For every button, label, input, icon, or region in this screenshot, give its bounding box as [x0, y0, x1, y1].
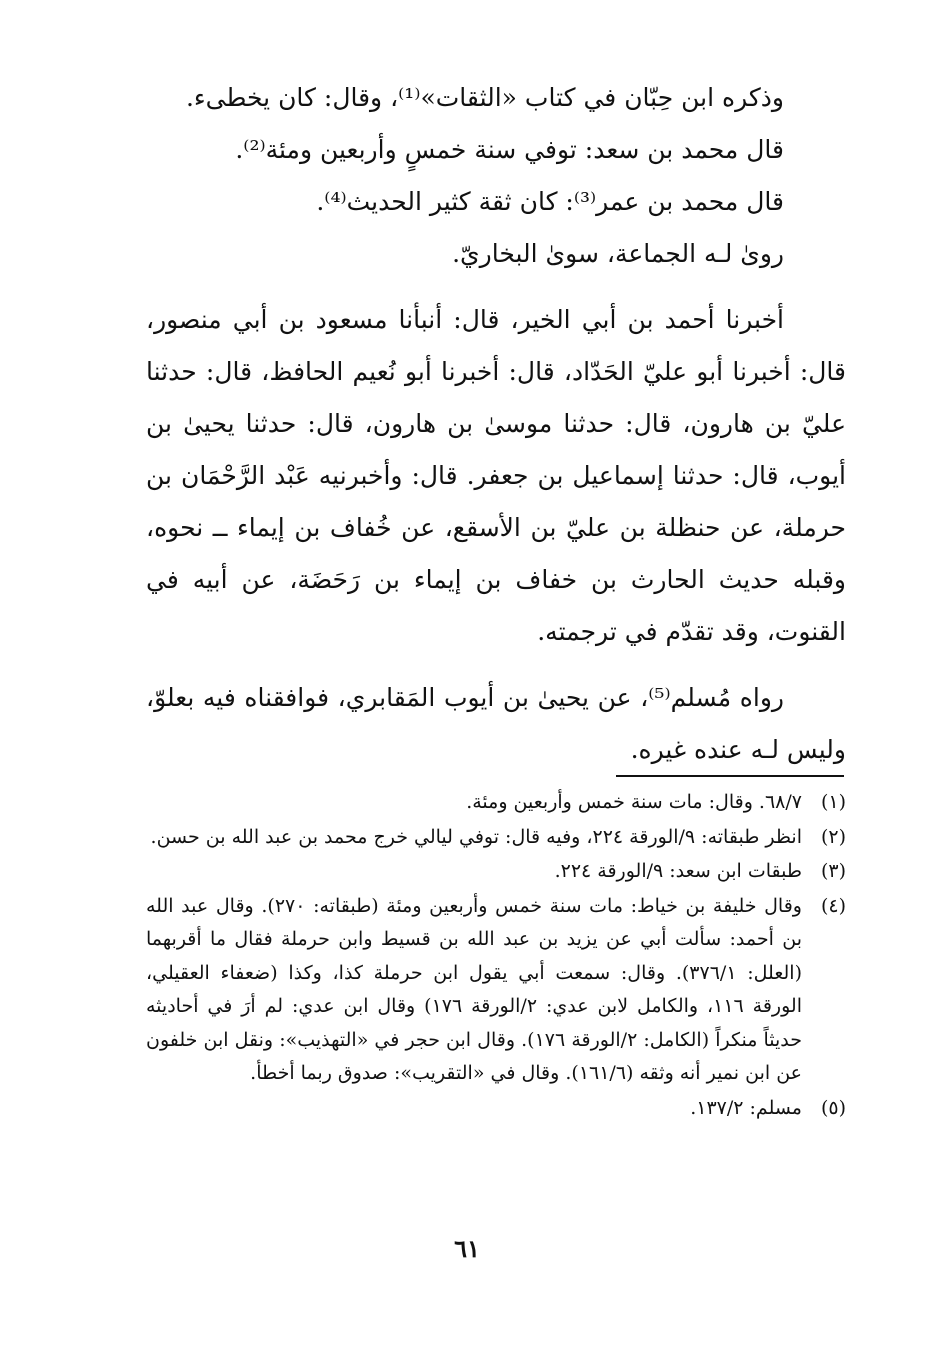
footnote-separator: [616, 775, 844, 777]
footnote-text: طبقات ابن سعد: ٩/الورقة ٢٢٤.: [554, 860, 802, 882]
footnote-text: ٦٨/٧. وقال: مات سنة خمس وأربعين ومئة.: [466, 791, 802, 813]
footnote: [146, 890, 846, 1091]
main-text: [146, 72, 846, 776]
footnote-text: مسلم: ١٣٧/٢.: [690, 1096, 802, 1119]
text-line: قال محمد بن سعد: توفي سنة خمسٍ وأربعين ومئة⁽²⁾.: [235, 135, 784, 164]
footnote-number: (١): [820, 791, 846, 813]
footnote-number: (٥): [820, 1096, 846, 1119]
text-line: وذكره ابن حِبّان في كتاب «الثقات»⁽¹⁾، وقال: كان يخطىء.: [185, 83, 784, 112]
page-number: ٦١: [454, 1234, 480, 1263]
footnote: [146, 1092, 846, 1126]
footnote: [146, 786, 846, 820]
paragraph-muslim: رواه مُسلم⁽⁵⁾، عن يحيىٰ بن أيوب المَقابري، فوافقناه فيه بعلوّ، وليس لـه عنده غيره.: [146, 683, 846, 764]
footnotes: [146, 786, 846, 1126]
text-line: روىٰ لـه الجماعة، سوىٰ البخاريّ.: [452, 239, 784, 268]
footnote-number: (٢): [820, 825, 846, 848]
paragraph-isnad: أخبرنا أحمد بن أبي الخير، قال: أنبأنا مسعود بن أبي منصور، قال: أخبرنا أبو عليّ الحَدّاد، قال: أخبرنا أبو نُعيم الحافظ، قال: حدثنا عليّ بن هارون، قال: حدثنا موسىٰ بن هارون، قال: حدثنا يحيىٰ بن أيوب، قال: حدثنا إسماعيل بن جعفر. قال: وأخبرنيه عَبْد الرَّحْمَان بن حرملة، عن حنظلة بن عليّ بن الأسقع، عن خُفاف بن إيماء ــ نحوه، وقبله حديث الحارث بن خفاف بن إيماء بن رَحَضَة، عن أبيه في القنوت، وقد تقدّم في ترجمته.: [146, 305, 846, 646]
footnote-number: (٣): [820, 860, 846, 882]
footnote-text: وقال خليفة بن خياط: مات سنة خمس وأربعين ومئة (طبقاته: ٢٧٠). وقال عبد الله بن أحمد: سألت أبي عن يزيد بن عبد الله بن قسيط وابن حرملة فقال ما أقربهما (العلل: ٣٧٦/١). وقال: سمعت أبي يقول ابن حرملة كذا، وكذا (ضعفاء العقيلي، الورقة ١١٦، والكامل لابن عدي: ٢/الورقة ١٧٦) وقال ابن عدي: لم أرَ في أحاديثه حديثاً منكراً (الكامل: ٢/الورقة ١٧٦). وقال ابن حجر في «التهذيب»: ونقل ابن خلفون عن ابن نمير أنه وثقه (١٦١/٦). وقال في «التقريب»: صدوق ربما أخطأ.: [146, 894, 803, 1084]
footnote-text: انظر طبقاته: ٩/الورقة ٢٢٤، وفيه قال: توفي ليالي خرج محمد بن عبد الله بن حسن.: [150, 825, 802, 848]
paragraph-gap: [146, 280, 846, 294]
footnote-number: (٤): [820, 894, 846, 917]
footnote: [146, 855, 846, 889]
footnote: [146, 821, 846, 855]
text-line: قال محمد بن عمر⁽³⁾: كان ثقة كثير الحديث⁽⁴⁾.: [316, 187, 784, 216]
paragraph-gap: [146, 658, 846, 672]
